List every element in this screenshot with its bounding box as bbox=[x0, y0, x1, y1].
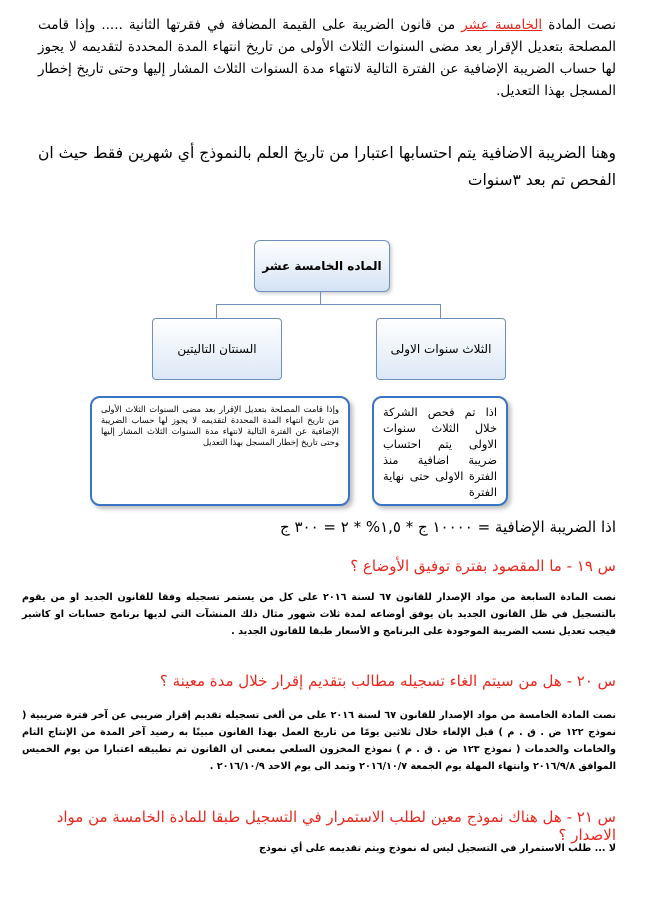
question-21-answer: لا ... طلب الاستمرار في التسجيل ليس له نموذج ويتم تقديمه على أي نموذج bbox=[259, 843, 616, 854]
diagram-left-text: وإذا قامت المصلحة بتعديل الإقرار بعد مضى السنوات الثلاث الأولى من تاريخ انتهاء المدة المحددة لتقديمه لا يجوز لها حساب الضريبة الإضافية عن الفترة التالية لانتهاء مدة السنوات الثلاث المشار إليها وحتى تاريخ إخطار المسجل بهذا التعديل bbox=[101, 404, 339, 447]
connector-vertical-top bbox=[320, 292, 321, 304]
intro-text-start: نصت المادة bbox=[548, 17, 616, 33]
diagram-top-box: الماده الخامسة عشر bbox=[254, 240, 390, 292]
question-20-answer: نصت المادة الخامسة من مواد الإصدار للقانون ٦٧ لسنة ٢٠١٦ على من ألغى تسجيله تقديم إقرار ضريبي عن آخر فترة ضريبية ( نموذج ١٢٢ ض . ق . م ) قبل الإلغاء خلال ثلاثين يومًا من تاريخ العمل بهذا القانون مبينًا به رصيد آخر المدة من الإنتاج التام والخامات والخدمات ( نموذج ١٢٣ ض . ق . م ) نموذج المخزون السلعي بمعنى ان القانون تم تطبيقه اعتبارا من يوم الخميس الموافق ٢٠١٦/٩/٨ وانتهاء المهلة يوم الجمعة ٢٠١٦/١٠/٧ وتمد الى يوم الاحد ٢٠١٦/١٠/٩ . bbox=[22, 710, 616, 772]
question-20-title: س ٢٠ - هل من سيتم الغاء تسجيله مطالب بتقديم إقرار خلال مدة معينة ؟ bbox=[159, 672, 616, 690]
connector-right-drop bbox=[440, 304, 441, 318]
intro-paragraph bbox=[38, 14, 616, 102]
article-fifteen-link-text: الخامسة عشر bbox=[461, 17, 543, 33]
question-19-answer: نصت المادة السابعة من مواد الإصدار للقانون ٦٧ لسنة ٢٠١٦ على كل من يستمر تسجيله وفقا للقانون الجديد او من يقوم بالتسجيل في ظل القانون الجديد بان يوفق أوضاعه لمدة ثلاث شهور مثال ذلك المنشآت التي لديها برنامج حسابات او كاشير فيجب تعديل نسب الضريبة الموجودة على البرنامج و الأسعار طبقا للقانون الجديد . bbox=[22, 592, 616, 637]
tax-formula: اذا الضريبة الإضافية = ١٠٠٠٠ ج * ١,٥% * ٢ = ٣٠٠ ج bbox=[280, 518, 616, 536]
diagram-left-bubble bbox=[90, 396, 350, 506]
intro-text-quote: وإذا قامت المصلحة بتعديل الإقرار بعد مضى السنوات الثلاث الأولى من تاريخ انتهاء المدة المحددة لتقديمه لا يجوز لها حساب الضريبة الإضافية عن الفترة التالية لانتهاء مدة السنوات الثلاث المشار إليها وحتى تاريخ إخطار المسجل بهذا التعديل. bbox=[38, 17, 616, 99]
diagram-right-box: الثلاث سنوات الاولى bbox=[376, 318, 506, 380]
diagram-left-box: السنتان التاليتين bbox=[152, 318, 282, 380]
additional-tax-paragraph: وهنا الضريبة الاضافية يتم احتسابها اعتبارا من تاريخ العلم بالنموذج أي شهرين فقط حيث ان الفحص تم بعد ٣سنوات bbox=[38, 144, 616, 189]
question-19-title: س ١٩ - ما المقصود بفترة توفيق الأوضاع ؟ bbox=[350, 557, 616, 575]
connector-left-drop bbox=[216, 304, 217, 318]
question-21-title: س ٢١ - هل هناك نموذج معين لطلب الاستمرار في التسجيل طبقا للمادة الخامسة من مواد الاصدار ؟ bbox=[56, 808, 616, 844]
diagram-right-bubble bbox=[372, 396, 508, 506]
connector-horizontal bbox=[216, 304, 440, 305]
diagram-right-text: اذا تم فحص الشركة خلال الثلاث سنوات الاولى يتم احتساب ضريبة اضافية منذ الفترة الاولى حتى نهاية الفترة bbox=[383, 405, 497, 499]
intro-text-middle: من قانون الضريبة على القيمة المضافة في فقرتها الثانية ..... bbox=[101, 17, 456, 33]
